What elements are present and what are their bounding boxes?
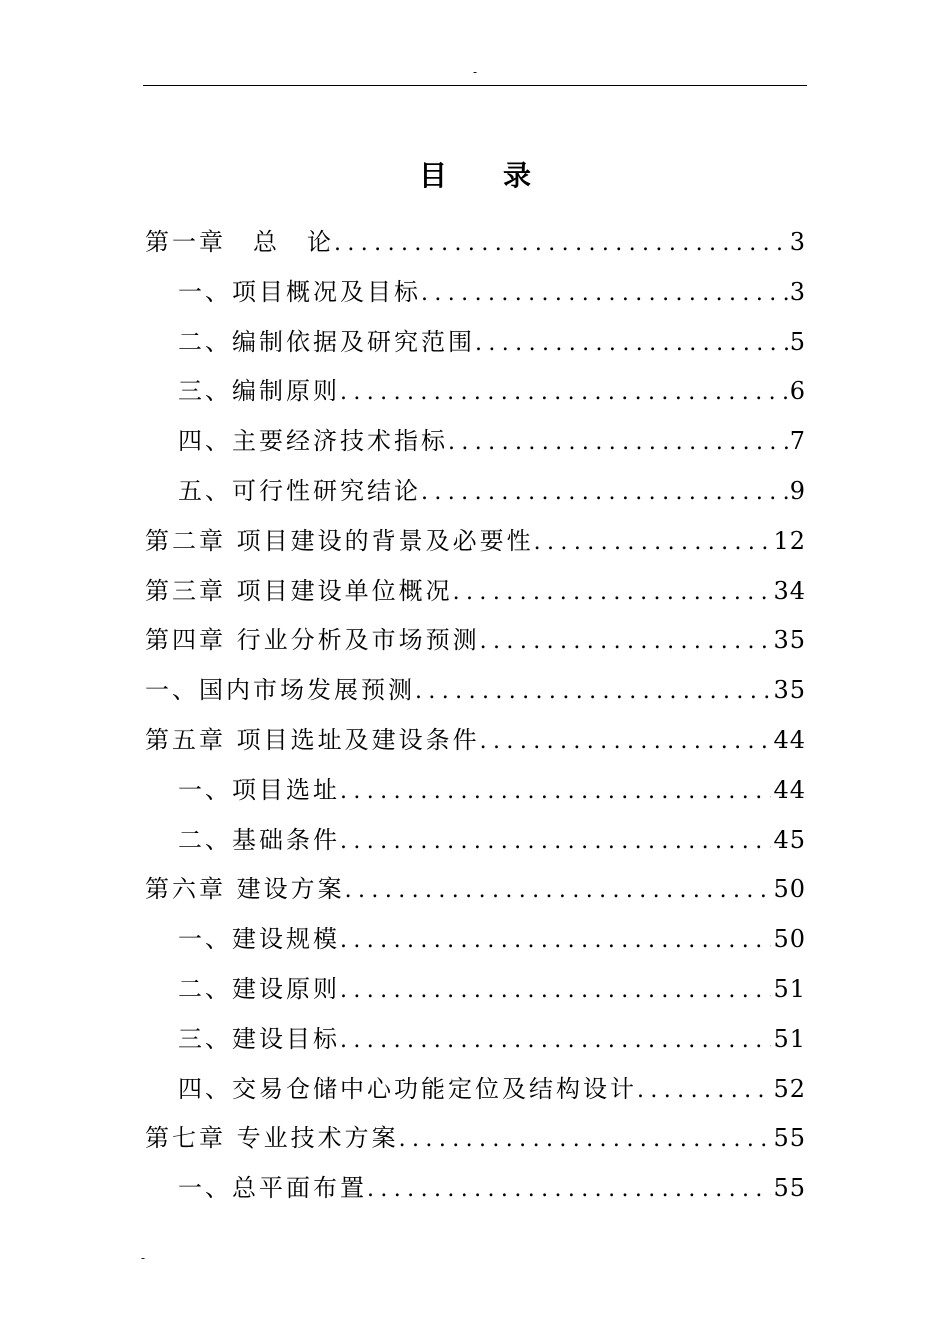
toc-entry[interactable] [145, 467, 806, 517]
footer-mark: - [141, 1251, 146, 1265]
toc-entry[interactable] [145, 218, 806, 268]
toc-entry-page-number: 55 [773, 1124, 806, 1153]
toc-entry[interactable] [145, 268, 806, 318]
toc-entry-label: 二、编制依据及研究范围 [178, 327, 475, 356]
toc-entry-page-number: 9 [789, 476, 806, 505]
toc-dot-leader [637, 1066, 771, 1116]
toc-entry[interactable] [145, 716, 806, 766]
toc-dot-leader [453, 568, 772, 618]
toc-dot-leader [367, 1165, 771, 1215]
toc-entry-page-number: 52 [773, 1074, 806, 1103]
toc-title [0, 152, 950, 200]
toc-entry[interactable] [145, 766, 806, 816]
toc-entry-label: 第三章 项目建设单位概况 [145, 576, 453, 605]
header-rule [143, 85, 807, 86]
toc-entry-page-number: 3 [789, 277, 806, 306]
toc-entry[interactable] [145, 567, 806, 617]
toc-entry-page-number: 45 [773, 825, 806, 854]
toc-dot-leader [480, 617, 772, 667]
toc-entry-label: 第七章 专业技术方案 [145, 1124, 399, 1153]
toc-dot-leader [340, 916, 771, 966]
toc-entry-label: 第一章 总 论 [145, 228, 334, 256]
toc-dot-leader [480, 717, 772, 767]
toc-dot-leader [334, 219, 788, 269]
toc-entry-page-number: 7 [789, 427, 806, 456]
toc-entry-label: 一、项目概况及目标 [178, 277, 421, 306]
toc-dot-leader [340, 767, 771, 817]
toc-entry-label: 四、主要经济技术指标 [178, 427, 448, 456]
toc-entry-label: 五、可行性研究结论 [178, 476, 421, 505]
toc-entry[interactable] [145, 965, 806, 1015]
toc-entry[interactable] [145, 417, 806, 467]
toc-entry-page-number: 35 [773, 626, 806, 655]
toc-entry-label: 一、建设规模 [178, 925, 340, 954]
toc-list [145, 218, 806, 1214]
toc-dot-leader [340, 817, 771, 867]
toc-dot-leader [421, 468, 788, 518]
toc-dot-leader [421, 269, 788, 319]
toc-entry-label: 一、总平面布置 [178, 1174, 367, 1203]
toc-dot-leader [415, 667, 771, 717]
toc-dot-leader [340, 368, 788, 418]
toc-entry[interactable] [145, 915, 806, 965]
toc-entry-page-number: 12 [773, 526, 806, 555]
toc-entry-label: 二、基础条件 [178, 825, 340, 854]
header-mark: - [472, 65, 478, 79]
toc-entry-label: 二、建设原则 [178, 974, 340, 1003]
toc-entry-page-number: 51 [773, 974, 806, 1003]
toc-entry-page-number: 35 [773, 676, 806, 705]
toc-dot-leader [340, 966, 771, 1016]
toc-entry-label: 三、建设目标 [178, 1024, 340, 1053]
toc-entry-label: 第六章 建设方案 [145, 875, 345, 904]
toc-entry-page-number: 3 [789, 228, 806, 256]
toc-dot-leader [534, 518, 772, 568]
toc-entry[interactable] [145, 1015, 806, 1065]
toc-dot-leader [340, 1016, 771, 1066]
toc-entry[interactable] [145, 318, 806, 368]
toc-dot-leader [399, 1115, 772, 1165]
toc-dot-leader [448, 418, 788, 468]
toc-entry-label: 第二章 项目建设的背景及必要性 [145, 526, 534, 555]
toc-entry-page-number: 44 [773, 725, 806, 754]
toc-entry[interactable] [145, 1065, 806, 1115]
toc-entry-page-number: 34 [773, 576, 806, 605]
toc-entry-label: 四、交易仓储中心功能定位及结构设计 [178, 1074, 637, 1103]
toc-dot-leader [345, 866, 772, 916]
toc-entry-page-number: 44 [773, 775, 806, 804]
toc-entry[interactable] [145, 616, 806, 666]
toc-entry-label: 一、项目选址 [178, 775, 340, 804]
toc-entry-page-number: 55 [773, 1174, 806, 1203]
toc-entry-page-number: 50 [773, 875, 806, 904]
toc-title-char-1: 目 [418, 159, 447, 192]
toc-entry-label: 三、编制原则 [178, 377, 340, 406]
toc-entry[interactable] [145, 865, 806, 915]
toc-entry-page-number: 51 [773, 1024, 806, 1053]
toc-entry-page-number: 6 [789, 377, 806, 406]
toc-entry[interactable] [145, 816, 806, 866]
toc-entry[interactable] [145, 666, 806, 716]
toc-entry[interactable] [145, 1164, 806, 1214]
toc-entry-label: 一、国内市场发展预测 [145, 676, 415, 705]
toc-dot-leader [475, 319, 788, 369]
toc-entry-label: 第五章 项目选址及建设条件 [145, 725, 480, 754]
toc-entry-label: 第四章 行业分析及市场预测 [145, 626, 480, 655]
toc-entry[interactable] [145, 517, 806, 567]
toc-title-char-2: 录 [503, 159, 532, 192]
toc-entry-page-number: 5 [789, 327, 806, 356]
toc-entry-page-number: 50 [773, 925, 806, 954]
toc-entry[interactable] [145, 367, 806, 417]
toc-entry[interactable] [145, 1114, 806, 1164]
